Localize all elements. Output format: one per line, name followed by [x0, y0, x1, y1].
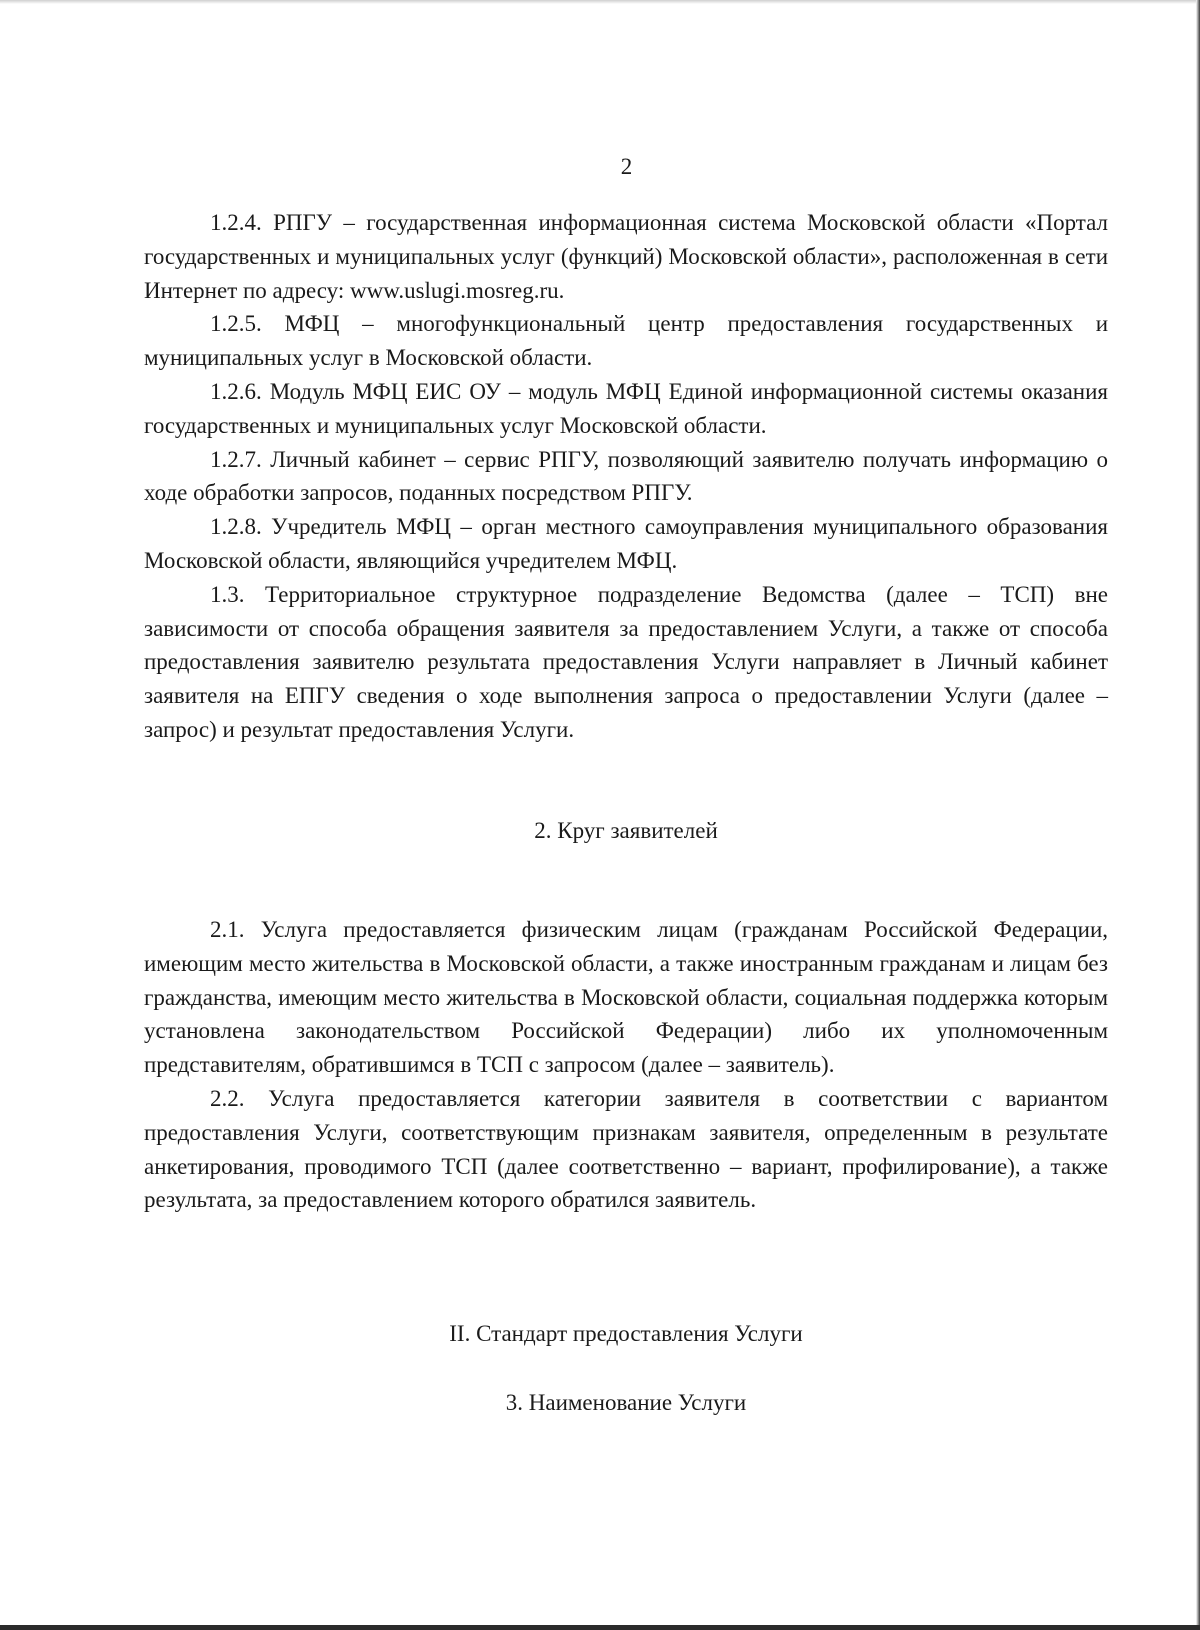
paragraph-1-2-4: 1.2.4. РПГУ – государственная информационная система Московской области «Портал государственных и муниципальных услуг (функций) Московской области», расположенная в сети Интернет по адресу: www.uslugi.mosreg.ru. [144, 210, 1108, 303]
scan-edge-top [0, 0, 1200, 4]
heading-service-name: 3. Наименование Услуги [505, 1390, 747, 1415]
paragraph-1-3: 1.3. Территориальное структурное подразделение Ведомства (далее – ТСП) вне зависимости от способа обращения заявителя за предоставлением Услуги, а также от способа предоставления заявителю результата предоставления Услуги направляет в Личный кабинет заявителя на ЕПГУ сведения о ходе выполнения запроса о предоставлении Услуги (далее – запрос) и результат предоставления Услуги. [144, 581, 1108, 742]
heading-section-standard: II. Стандарт предоставления Услуги [449, 1321, 803, 1346]
definitions-block [144, 206, 1108, 747]
applicants-block [144, 913, 1108, 1217]
paragraph-1-2-5: 1.2.5. МФЦ – многофункциональный центр предоставления государственных и муниципальных услуг в Московской области. [144, 311, 1108, 371]
paragraph-2-1: 2.1. Услуга предоставляется физическим лицам (гражданам Российской Федерации, имеющим место жительства в Московской области, а также иностранным гражданам и лицам без гражданства, имеющим место жительства в Московской области, социальная поддержка которым установлена законодательством Российской Федерации) либо их уполномоченным представителям, обратившимся в ТСП с запросом (далее – заявитель). [144, 917, 1108, 1078]
paragraph-2-2: 2.2. Услуга предоставляется категории заявителя в соответствии с вариантом предоставления Услуги, соответствующим признакам заявителя, определенным в результате анкетирования, проводимого ТСП (далее соответственно – вариант, профилирование), а также результата, за предоставлением которого обратился заявитель. [144, 1085, 1108, 1213]
page-number: 2 [620, 154, 633, 179]
paragraph-1-2-8: 1.2.8. Учредитель МФЦ – орган местного самоуправления муниципального образования Московской области, являющийся учредителем МФЦ. [144, 514, 1108, 573]
paragraph-1-2-6: 1.2.6. Модуль МФЦ ЕИС ОУ – модуль МФЦ Единой информационной системы оказания государственных и муниципальных услуг Московской области. [144, 378, 1108, 438]
heading-applicants: 2. Круг заявителей [534, 818, 718, 843]
paragraph-1-2-7: 1.2.7. Личный кабинет – сервис РПГУ, позволяющий заявителю получать информацию о ходе обработки запросов, поданных посредством РПГУ. [144, 446, 1108, 506]
scan-edge-right [1196, 0, 1200, 1630]
scan-edge-bottom [0, 1625, 1200, 1630]
